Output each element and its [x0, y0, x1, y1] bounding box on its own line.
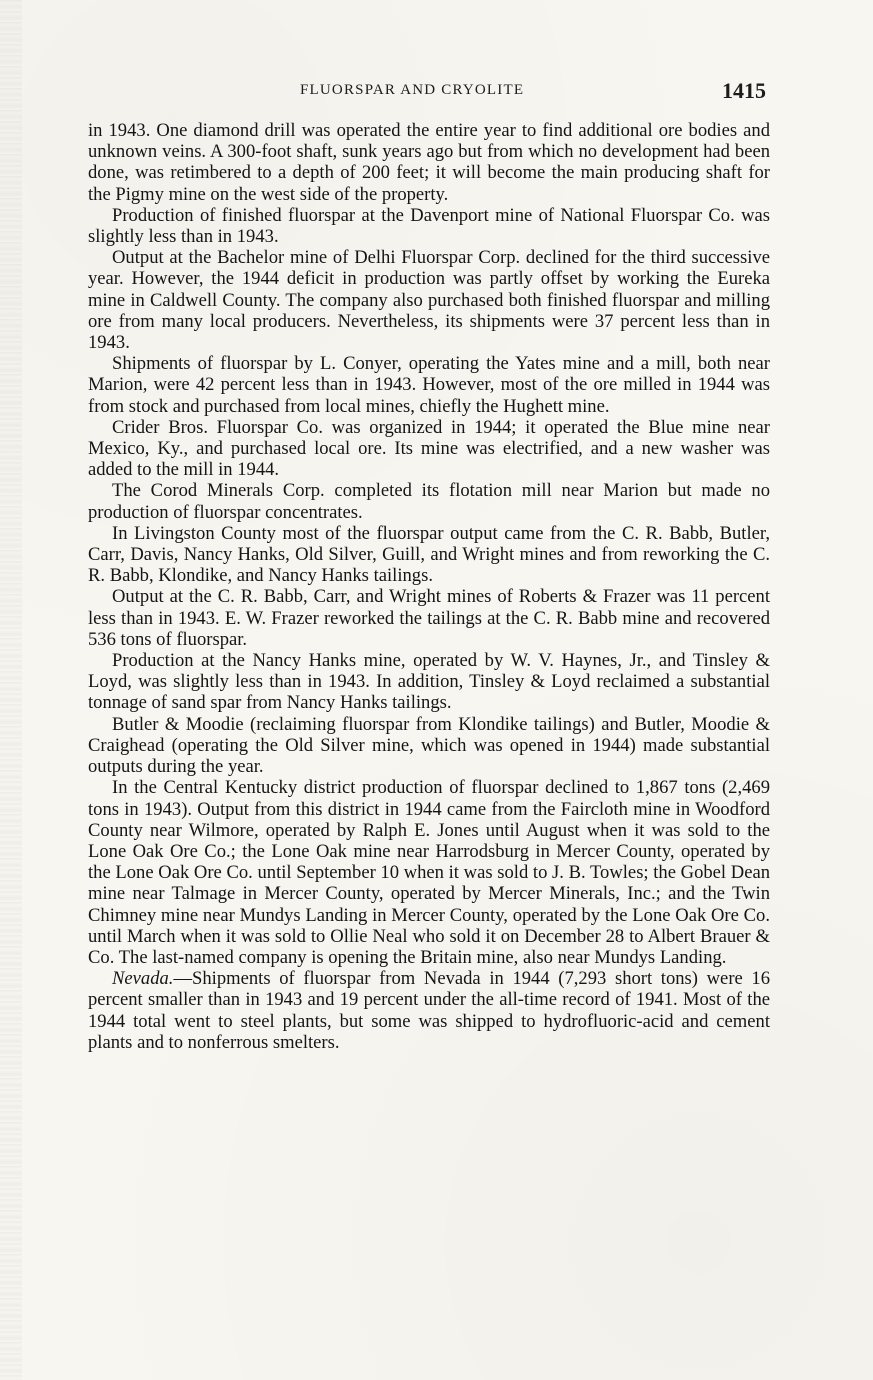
paragraph-text: In the Central Kentucky district production of fluorspar declined to 1,867 tons (2,469 tons in 1943). Output from this district in 1944 came from the Faircloth mine in Woodford County near Wilmore, operated by Ralph E. Jones until August when it was sold to the Lone Oak Ore Co.; the Lone Oak mine near Harrodsburg in Mercer County, operated by the Lone Oak Ore Co. until September 10 when it was sold to J. B. Towles; the Gobel Dean mine near Talmage in Mercer County, operated by Mercer Minerals, Inc.; and the Twin Chimney mine near Mundys Landing in Mercer County, operated by the Lone Oak Ore Co. until March when it was sold to Ollie Neal who sold it on December 28 to Albert Brauer & Co. The last-named company is opening the Britain mine, also near Mundys Landing.: [88, 777, 770, 968]
paragraph: [88, 480, 770, 522]
paragraph-text: Output at the C. R. Babb, Carr, and Wright mines of Roberts & Frazer was 11 percent less than in 1943. E. W. Frazer reworked the tailings at the C. R. Babb mine and recovered 536 tons of fluorspar.: [88, 586, 770, 650]
paragraph: [88, 523, 770, 587]
paragraph: [88, 968, 770, 1053]
paragraph-text: Output at the Bachelor mine of Delhi Fluorspar Corp. declined for the third successive year. However, the 1944 deficit in production was partly offset by working the Eureka mine in Caldwell County. The company also purchased both finished fluorspar and milling ore from many local producers. Nevertheless, its shipments were 37 percent less than in 1943.: [88, 247, 770, 354]
paragraph: [88, 247, 770, 353]
body-text: [88, 120, 770, 1053]
page-number: 1415: [722, 78, 766, 103]
paragraph-text: in 1943. One diamond drill was operated the entire year to find additional ore bodies and unknown veins. A 300-foot shaft, sunk years ago but from which no development had been done, was retimbered to a depth of 200 feet; it will become the main producing shaft for the Pigmy mine on the west side of the property.: [88, 120, 770, 205]
paragraph: [88, 353, 770, 417]
paragraph: [88, 417, 770, 481]
scanned-page-edge: [0, 0, 22, 1380]
page-header: [88, 78, 770, 106]
paragraph: [88, 120, 770, 205]
paragraph: [88, 586, 770, 650]
paragraph-text: The Corod Minerals Corp. completed its flotation mill near Marion but made no production of fluorspar concentrates.: [88, 480, 770, 523]
paragraph-text: Crider Bros. Fluorspar Co. was organized in 1944; it operated the Blue mine near Mexico, Ky., and purchased local ore. Its mine was electrified, and a new washer was added to the mill in 1944.: [88, 416, 770, 481]
paragraph-text: —Shipments of fluorspar from Nevada in 1944 (7,293 short tons) were 16 percent smaller than in 1943 and 19 percent under the all-time record of 1941. Most of the 1944 total went to steel plants, but some was shipped to hydrofluoric-acid and cement plants and to nonferrous smelters.: [88, 968, 770, 1053]
paragraph: [88, 650, 770, 714]
paragraph-text: Production of finished fluorspar at the Davenport mine of National Fluorspar Co. was slightly less than in 1943.: [88, 204, 770, 248]
paragraph: [88, 714, 770, 778]
paragraph-text: Production at the Nancy Hanks mine, operated by W. V. Haynes, Jr., and Tinsley & Loyd, was slightly less than in 1943. In addition, Tinsley & Loyd reclaimed a substantial tonnage of sand spar from Nancy Hanks tailings.: [88, 650, 770, 714]
paragraph: [88, 205, 770, 247]
section-lead: Nevada.: [112, 968, 174, 990]
paragraph-text: Shipments of fluorspar by L. Conyer, operating the Yates mine and a mill, both near Marion, were 42 percent less than in 1943. However, most of the ore milled in 1944 was from stock and purchased from local mines, chiefly the Hughett mine.: [88, 353, 770, 417]
paragraph: [88, 777, 770, 968]
paragraph-text: Butler & Moodie (reclaiming fluorspar from Klondike tailings) and Butler, Moodie & Craighead (operating the Old Silver mine, which was opened in 1944) made substantial outputs during the year.: [88, 713, 770, 778]
paragraph-text: In Livingston County most of the fluorspar output came from the C. R. Babb, Butler, Carr, Davis, Nancy Hanks, Old Silver, Guill, and Wright mines and from reworking the C. R. Babb, Klondike, and Nancy Hanks tailings.: [88, 522, 770, 587]
running-title: FLUORSPAR AND CRYOLITE: [300, 82, 525, 98]
